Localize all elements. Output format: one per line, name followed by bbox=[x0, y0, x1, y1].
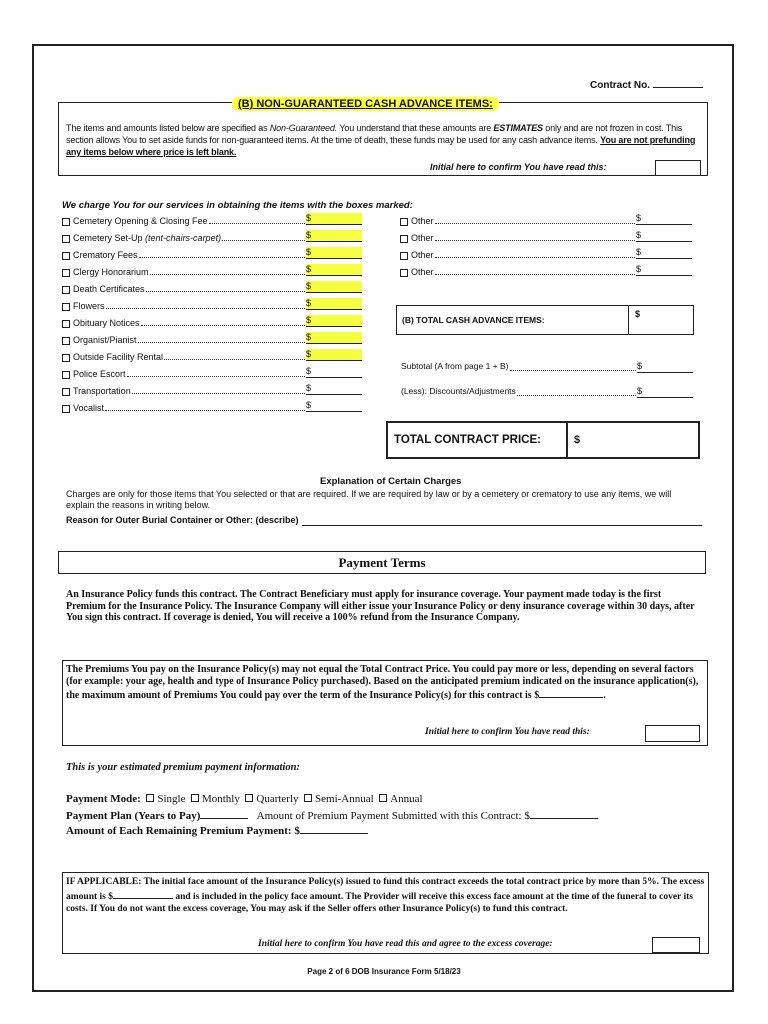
explanation-title: Explanation of Certain Charges bbox=[320, 476, 462, 487]
discounts-label: (Less): Discounts/Adjustments bbox=[401, 386, 516, 396]
section-b-text-nonguaranteed: Non-Guaranteed. bbox=[269, 123, 338, 133]
checkbox[interactable] bbox=[62, 269, 70, 277]
mode-label: Monthly bbox=[201, 793, 240, 805]
dollar-sign: $ bbox=[306, 213, 312, 223]
charge-items-list bbox=[62, 213, 362, 417]
charge-item-facility-rental bbox=[62, 349, 362, 366]
dollar-sign: $ bbox=[306, 349, 312, 359]
total-contract-price-label: TOTAL CONTRACT PRICE: bbox=[388, 423, 568, 457]
dollar-sign: $ bbox=[306, 383, 312, 393]
leader-dots bbox=[141, 315, 305, 326]
premium-initial-box[interactable] bbox=[645, 725, 700, 742]
charge-item-amount[interactable] bbox=[306, 247, 362, 259]
checkbox[interactable] bbox=[62, 286, 70, 294]
leader-dots bbox=[435, 247, 635, 258]
reason-label: Reason for Outer Burial Container or Other: (describe) bbox=[66, 515, 299, 525]
leader-dots bbox=[435, 264, 635, 275]
charge-item-label: Clergy Honorarium bbox=[73, 267, 149, 277]
charge-item-amount[interactable] bbox=[306, 213, 362, 225]
insurance-paragraph: An Insurance Policy funds this contract. The Contract Beneficiary must apply for insurance coverage. Your payment made today is the first Premium for the Insurance Policy. The Insurance Company will either issue your Insurance Policy or deny insurance coverage within 30 days, after You sign this contract. If coverage is denied, You will receive a 100% refund from the Insurance Company. bbox=[66, 589, 695, 623]
section-b-initial-label: Initial here to confirm You have read this: bbox=[430, 162, 607, 172]
other-item-amount[interactable] bbox=[636, 230, 692, 242]
mode-label: Quarterly bbox=[256, 793, 299, 805]
leader-dots bbox=[435, 230, 635, 241]
excess-coverage-text bbox=[66, 876, 706, 916]
dollar-sign: $ bbox=[306, 230, 312, 240]
charge-item-death-certificates bbox=[62, 281, 362, 298]
checkbox[interactable] bbox=[62, 218, 70, 226]
checkbox[interactable] bbox=[146, 794, 154, 802]
contract-number-field[interactable] bbox=[590, 78, 703, 91]
section-b-text-1: The items and amounts listed below are specified as bbox=[66, 123, 268, 133]
checkbox[interactable] bbox=[400, 235, 408, 243]
checkbox[interactable] bbox=[379, 794, 387, 802]
dollar-sign: $ bbox=[306, 264, 312, 274]
payment-mode-option[interactable] bbox=[243, 793, 299, 805]
reason-field[interactable] bbox=[66, 515, 702, 526]
checkbox[interactable] bbox=[400, 269, 408, 277]
other-item bbox=[400, 264, 692, 281]
payment-mode-label: Payment Mode: bbox=[66, 793, 141, 805]
charge-item-cemetery-setup bbox=[62, 230, 362, 247]
other-item-label: Other bbox=[411, 216, 434, 226]
total-cash-advance-value[interactable]: $ bbox=[635, 309, 641, 319]
subtotal-amount[interactable] bbox=[637, 361, 693, 373]
leader-dots bbox=[106, 298, 305, 309]
premium-submitted-label: Amount of Premium Payment Submitted with this Contract: $ bbox=[256, 810, 530, 822]
mode-label: Annual bbox=[390, 793, 423, 805]
dollar-sign: $ bbox=[636, 247, 642, 257]
leader-dots bbox=[139, 247, 305, 258]
payment-plan-label: Payment Plan (Years to Pay) bbox=[66, 810, 201, 822]
charge-item-transportation bbox=[62, 383, 362, 400]
dollar-sign: $ bbox=[306, 298, 312, 308]
other-item-amount[interactable] bbox=[636, 264, 692, 276]
checkbox[interactable] bbox=[400, 252, 408, 260]
leader-dots bbox=[150, 264, 305, 275]
charge-item-amount[interactable] bbox=[306, 315, 362, 327]
contract-number-label: Contract No. bbox=[590, 80, 650, 91]
charge-item-label: Flowers bbox=[73, 301, 105, 311]
charge-item-label: Cemetery Opening & Closing Fee bbox=[73, 216, 208, 226]
section-b-title: (B) NON-GUARANTEED CASH ADVANCE ITEMS: bbox=[232, 97, 499, 111]
charge-item-label: Cemetery Set-Up bbox=[73, 233, 143, 243]
discounts-amount[interactable] bbox=[637, 386, 693, 398]
remaining-payment-field[interactable] bbox=[300, 823, 368, 834]
charge-item-organist bbox=[62, 332, 362, 349]
total-contract-price-box bbox=[386, 421, 700, 459]
excess-initial-label: Initial here to confirm You have read this and agree to the excess coverage: bbox=[258, 939, 553, 949]
dollar-sign: $ bbox=[306, 366, 312, 376]
leader-dots bbox=[127, 366, 305, 377]
checkbox[interactable] bbox=[62, 303, 70, 311]
dollar-sign: $ bbox=[637, 361, 643, 371]
leader-dots bbox=[105, 400, 305, 411]
other-item bbox=[400, 247, 692, 264]
charge-item-police-escort bbox=[62, 366, 362, 383]
estimated-info-heading: This is your estimated premium payment information: bbox=[66, 762, 300, 773]
premium-max-amount[interactable] bbox=[539, 687, 603, 698]
charge-item-label: Transportation bbox=[73, 386, 131, 396]
mode-label: Single bbox=[157, 793, 186, 805]
charge-item-note: (tent-chairs-carpet) bbox=[145, 233, 222, 243]
other-item bbox=[400, 213, 692, 230]
excess-text-1: IF APPLICABLE: The initial face amount of the Insurance Policy(s) issued to fund this contract exceeds the total contract price by more than 5%. The excess amount is $ bbox=[66, 877, 705, 903]
total-contract-price-value[interactable]: $ bbox=[574, 434, 581, 446]
charge-item-vocalist bbox=[62, 400, 362, 417]
dollar-sign: $ bbox=[636, 213, 642, 223]
leader-dots bbox=[222, 230, 305, 241]
checkbox[interactable] bbox=[245, 794, 253, 802]
dollar-sign: $ bbox=[306, 247, 312, 257]
leader-dots bbox=[209, 213, 305, 224]
charge-item-obituary bbox=[62, 315, 362, 332]
premium-text: The Premiums You pay on the Insurance Policy(s) may not equal the Total Contract Price. You could pay more or less, depending on several factors (for example: your age, health and type of Insurance Policy purchased). Based on the anticipated premium indicated on the insurance application(s), the maximum amount of Premiums You could pay over the term of the Insurance Policy(s) for this contract is $ . bbox=[66, 664, 699, 702]
payment-mode-option[interactable] bbox=[376, 793, 422, 805]
payment-mode-row bbox=[66, 793, 423, 805]
checkbox[interactable] bbox=[62, 354, 70, 362]
checkbox[interactable] bbox=[62, 252, 70, 260]
remaining-payment-row bbox=[66, 823, 368, 837]
other-items-list bbox=[400, 213, 692, 281]
section-b-text bbox=[66, 122, 702, 158]
charge-item-amount[interactable] bbox=[306, 298, 362, 310]
charge-item-amount[interactable] bbox=[306, 400, 362, 412]
leader-dots bbox=[435, 213, 635, 224]
mode-label: Semi-Annual bbox=[315, 793, 374, 805]
dollar-sign: $ bbox=[306, 315, 312, 325]
total-cash-advance-label: (B) TOTAL CASH ADVANCE ITEMS: bbox=[397, 306, 629, 334]
charge-item-amount[interactable] bbox=[306, 349, 362, 361]
reason-line[interactable] bbox=[302, 515, 702, 526]
excess-text-2: and is included in the policy face amount. The Provider will receive this excess face amount at the time of the funeral to cover its costs. If You do not want the excess coverage, You may ask if the Seller offers other Insurance Policy(s) to fund this contract. bbox=[66, 892, 693, 915]
dollar-sign: $ bbox=[637, 386, 643, 396]
charge-item-amount[interactable] bbox=[306, 264, 362, 276]
checkbox[interactable] bbox=[62, 320, 70, 328]
charge-item-label: Organist/Pianist bbox=[73, 335, 137, 345]
checkbox[interactable] bbox=[62, 371, 70, 379]
discounts-row bbox=[401, 386, 693, 398]
charge-item-amount[interactable] bbox=[306, 332, 362, 344]
premium-submitted-field[interactable] bbox=[530, 808, 598, 819]
checkbox[interactable] bbox=[191, 794, 199, 802]
subtotal-label: Subtotal (A from page 1 + B) bbox=[401, 361, 509, 371]
payment-mode-option[interactable] bbox=[144, 793, 186, 805]
charge-item-label: Police Escort bbox=[73, 369, 126, 379]
explanation-text: Charges are only for those items that You selected or that are required. If we are required by law or by a cemetery or crematory to use any items, we will explain the reasons in writing below. bbox=[66, 489, 672, 510]
charge-item-label: Vocalist bbox=[73, 403, 105, 413]
checkbox[interactable] bbox=[62, 405, 70, 413]
payment-plan-row bbox=[66, 808, 598, 822]
leader-dots bbox=[510, 361, 637, 371]
page-footer: Page 2 of 6 DOB Insurance Form 5/18/23 bbox=[307, 967, 461, 976]
charge-item-label: Crematory Fees bbox=[73, 250, 138, 260]
payment-mode-option[interactable] bbox=[188, 793, 240, 805]
payment-mode-option[interactable] bbox=[301, 793, 373, 805]
other-item-label: Other bbox=[411, 267, 434, 277]
payment-terms-title: Payment Terms bbox=[58, 551, 706, 574]
dollar-sign: $ bbox=[306, 400, 312, 410]
charge-item-label: Outside Facility Rental bbox=[73, 352, 164, 362]
checkbox[interactable] bbox=[304, 794, 312, 802]
excess-amount-field[interactable] bbox=[113, 888, 173, 899]
charge-item-amount[interactable] bbox=[306, 281, 362, 293]
checkbox[interactable] bbox=[62, 388, 70, 396]
charge-item-crematory bbox=[62, 247, 362, 264]
subtotal-row bbox=[401, 361, 693, 373]
section-b-text-underlined: You are not prefunding any items below where price is left blank. bbox=[66, 135, 696, 157]
other-item-amount[interactable] bbox=[636, 247, 692, 259]
remaining-payment-label: Amount of Each Remaining Premium Payment: $ bbox=[66, 825, 300, 837]
other-item-label: Other bbox=[411, 250, 434, 260]
leader-dots bbox=[138, 332, 305, 343]
section-b-text-2: You understand that these amounts are bbox=[339, 123, 492, 133]
checkbox[interactable] bbox=[62, 337, 70, 345]
charge-item-flowers bbox=[62, 298, 362, 315]
leader-dots bbox=[517, 386, 636, 396]
leader-dots bbox=[146, 281, 305, 292]
leader-dots bbox=[164, 349, 305, 360]
checkbox[interactable] bbox=[400, 218, 408, 226]
charge-item-amount[interactable] bbox=[306, 230, 362, 242]
total-cash-advance-box bbox=[396, 305, 694, 335]
section-b-text-3: only and are not frozen in cost. This section allows You to set aside funds for non-guaranteed items. At the time of death, these funds may be used for any cash advance items. bbox=[66, 123, 683, 145]
checkbox[interactable] bbox=[62, 235, 70, 243]
other-item-amount[interactable] bbox=[636, 213, 692, 225]
section-b-text-estimates: ESTIMATES bbox=[493, 123, 543, 133]
dollar-sign: $ bbox=[636, 264, 642, 274]
premium-text-body: The Premiums You pay on the Insurance Policy(s) may not equal the Total Contract Price. You could pay more or less, depending on several factors (for example: your age, health and type of Insurance Policy purchased). Based on the anticipated premium indicated on the insurance application(s), the maximum amount of Premiums You could pay over the term of the Insurance Policy(s) for this contract is $ bbox=[66, 664, 699, 702]
leader-dots bbox=[132, 383, 305, 394]
other-item bbox=[400, 230, 692, 247]
contract-number-line[interactable] bbox=[653, 78, 703, 88]
dollar-sign: $ bbox=[636, 230, 642, 240]
charge-item-amount[interactable] bbox=[306, 366, 362, 378]
charge-item-clergy bbox=[62, 264, 362, 281]
charge-item-label: Obituary Notices bbox=[73, 318, 140, 328]
dollar-sign: $ bbox=[306, 332, 312, 342]
charge-item-cemetery-opening bbox=[62, 213, 362, 230]
other-item-label: Other bbox=[411, 233, 434, 243]
dollar-sign: $ bbox=[306, 281, 312, 291]
premium-initial-label: Initial here to confirm You have read this: bbox=[425, 727, 590, 737]
payment-plan-field[interactable] bbox=[200, 808, 248, 819]
charge-item-amount[interactable] bbox=[306, 383, 362, 395]
excess-initial-box[interactable] bbox=[652, 937, 700, 953]
section-b-initial-box[interactable] bbox=[655, 160, 701, 176]
charge-item-label: Death Certificates bbox=[73, 284, 145, 294]
charges-header: We charge You for our services in obtaining the items with the boxes marked: bbox=[62, 200, 413, 211]
